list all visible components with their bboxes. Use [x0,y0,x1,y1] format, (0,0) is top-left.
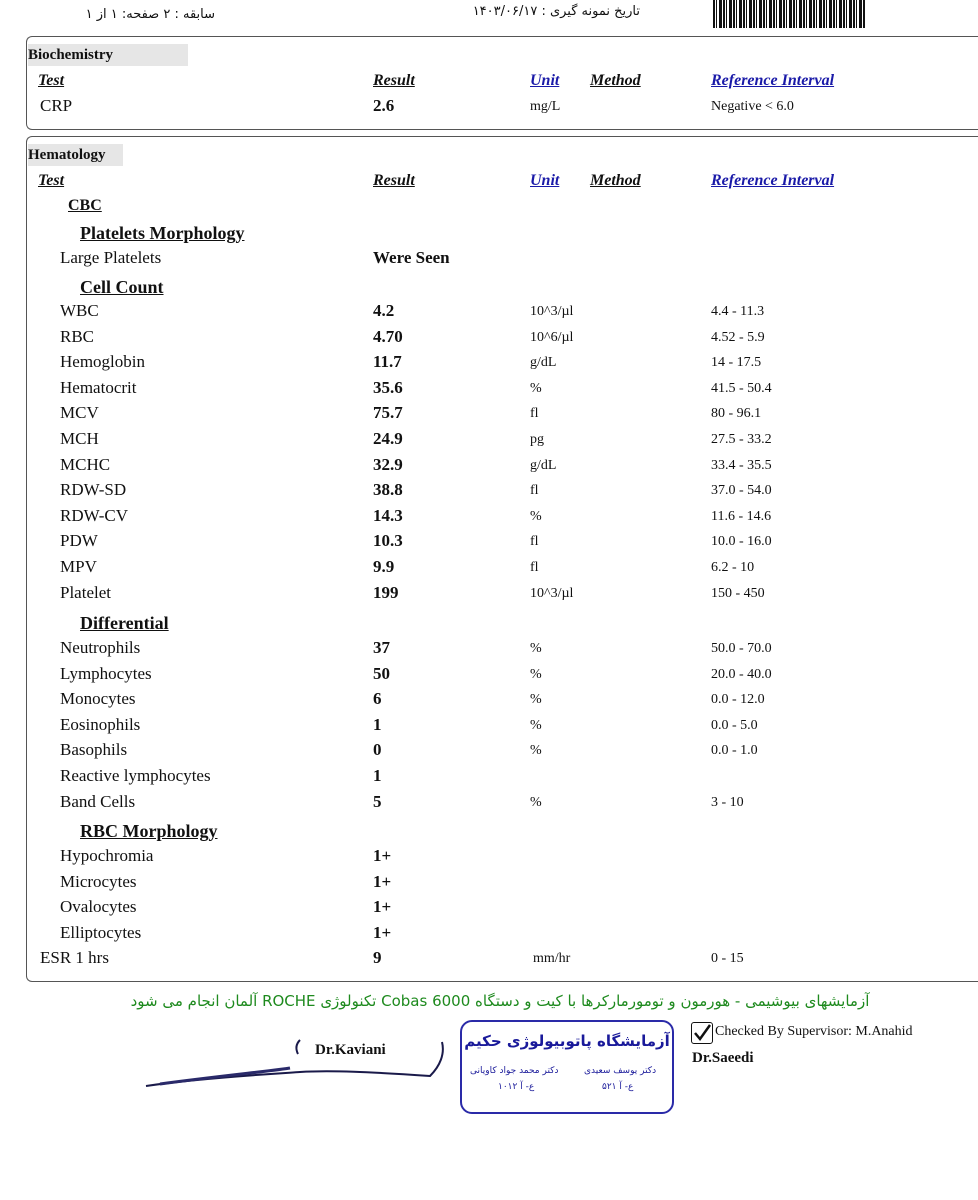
test-result: 9 [373,948,382,967]
test-result: 10.3 [373,531,403,551]
test-name: RDW-SD [60,480,127,500]
test-result: 4.70 [373,326,403,346]
test-reference: 14 - 17.5 [711,355,762,371]
test-name: Large Platelets [60,248,162,267]
col-header-test: Test [38,172,65,189]
test-unit: % [530,666,542,682]
test-unit: % [530,508,542,524]
test-unit: % [530,717,542,733]
test-result: 14.3 [373,505,403,525]
test-result: 6 [373,689,382,709]
test-reference: 150 - 450 [711,585,765,601]
stamp-code-left: ع- آ ۱۰۱۲ [498,1082,535,1092]
sample-date: تاریخ نمونه گیری : ۱۴۰۳/۰۶/۱۷ [472,4,640,19]
hematology-panel [26,136,978,982]
test-result: 32.9 [373,454,403,474]
test-name: RBC [60,326,95,346]
test-unit: mm/hr [533,951,571,966]
record-page-info: سابقه : ۲ صفحه: ۱ از ۱ [85,7,215,22]
test-reference: Negative < 6.0 [711,99,794,114]
test-reference: 11.6 - 14.6 [711,508,772,524]
test-name: Basophils [60,740,128,760]
test-result: 38.8 [373,480,403,500]
test-name: Reactive lymphocytes [60,766,211,785]
test-result: 35.6 [373,377,403,397]
test-result: 1+ [373,922,392,942]
test-reference: 10.0 - 16.0 [711,534,772,550]
test-result: 1 [373,714,382,734]
test-reference: 80 - 96.1 [711,406,762,422]
section-title-hematology: Hematology [28,144,123,166]
test-reference: 50.0 - 70.0 [711,641,772,656]
test-reference: 0.0 - 5.0 [711,717,758,733]
test-name: Band Cells [60,791,136,811]
report-header [0,0,978,36]
test-unit: g/dL [530,355,557,371]
test-unit: % [530,743,542,759]
col-header-reference: Reference Interval [711,72,835,89]
test-reference: 0.0 - 1.0 [711,743,758,759]
col-header-test: Test [38,72,65,89]
test-unit: fl [530,483,539,499]
differential-heading: Differential [80,613,169,633]
test-name: Lymphocytes [60,663,152,683]
checked-by-supervisor: Checked By Supervisor: M.Anahid [715,1024,913,1039]
test-unit: 10^6/µl [530,329,574,345]
col-header-unit: Unit [530,72,560,89]
stamp-doctor-left: دکتر محمد جواد کاویانی [470,1066,559,1076]
test-name: Microcytes [60,871,137,891]
test-result: 1+ [373,897,392,917]
stamp-title: آزمایشگاه پاتوبیولوژی حکیم [464,1032,670,1050]
test-result: Were Seen [373,248,450,267]
handwritten-signature [140,1026,450,1096]
test-result: 75.7 [373,403,403,423]
test-result: 50 [373,663,390,683]
test-name: PDW [60,531,98,551]
test-name: ESR 1 hrs [40,948,109,967]
test-name: Neutrophils [60,638,141,657]
test-reference: 20.0 - 40.0 [711,666,772,682]
test-reference: 37.0 - 54.0 [711,483,772,499]
test-result: 1 [373,766,382,785]
supervisor-check-icon [691,1022,713,1044]
test-reference: 0 - 15 [711,951,744,966]
test-name: Ovalocytes [60,897,137,917]
laboratory-stamp [460,1020,674,1114]
test-reference: 27.5 - 33.2 [711,432,772,447]
test-reference: 0.0 - 12.0 [711,692,765,708]
col-header-method: Method [590,172,641,189]
test-name: Hemoglobin [60,352,145,372]
test-name: MPV [60,557,97,576]
test-unit: fl [530,560,539,575]
stamp-doctor-right: دکتر یوسف سعیدی [584,1066,657,1076]
test-unit: % [530,692,542,708]
test-result: 4.2 [373,301,395,320]
test-result: 5 [373,791,382,811]
col-header-method: Method [590,72,641,89]
test-unit: % [530,794,542,810]
test-name: CRP [40,96,73,115]
test-unit: % [530,641,542,656]
section-title-biochemistry: Biochemistry [28,44,188,66]
test-result: 24.9 [373,429,403,448]
test-result: 11.7 [373,352,402,372]
signature-name-left: Dr.Kaviani [315,1042,386,1058]
col-header-result: Result [373,72,415,89]
test-name: Hypochromia [60,846,154,865]
test-reference: 4.4 - 11.3 [711,304,765,319]
test-name: Eosinophils [60,714,141,734]
platelets-morphology-heading: Platelets Morphology [80,223,245,243]
test-reference: 4.52 - 5.9 [711,329,765,345]
lab-method-note: آزمایشهای بیوشیمی - هورمون و تومورمارکرها با کیت و دستگاه Cobas 6000 تکنولوژی ROCHE آلمان انجام می شود [130,992,870,1010]
test-name: MCH [60,429,99,448]
test-name: RDW-CV [60,505,128,525]
test-unit: g/dL [530,457,557,473]
test-unit: % [530,380,542,396]
stamp-code-right: ع- آ ۵۲۱ [602,1082,634,1092]
test-result: 37 [373,638,390,657]
test-result: 1+ [373,846,392,865]
test-name: MCHC [60,454,111,474]
col-header-reference: Reference Interval [711,172,835,189]
test-reference: 33.4 - 35.5 [711,457,772,473]
cell-count-heading: Cell Count [80,277,164,297]
col-header-result: Result [373,172,415,189]
test-name: Hematocrit [60,377,137,397]
test-name: MCV [60,403,99,423]
test-reference: 6.2 - 10 [711,560,755,575]
test-name: Elliptocytes [60,922,142,942]
test-name: WBC [60,301,99,320]
test-unit: 10^3/µl [530,585,574,601]
test-unit: mg/L [530,99,561,114]
test-reference: 3 - 10 [711,794,744,810]
signature-name-right: Dr.Saeedi [692,1050,754,1066]
test-reference: 41.5 - 50.4 [711,380,772,396]
test-name: Platelet [60,582,111,602]
test-result: 199 [373,582,399,602]
test-result: 0 [373,740,382,760]
test-unit: fl [530,534,539,550]
test-unit: pg [530,432,544,447]
test-result: 9.9 [373,557,395,576]
cbc-heading: CBC [68,197,102,214]
test-unit: fl [530,406,539,422]
test-unit: 10^3/µl [530,304,574,319]
test-name: Monocytes [60,689,136,709]
test-result: 2.6 [373,96,395,115]
barcode [713,0,865,28]
col-header-unit: Unit [530,172,560,189]
rbc-morphology-heading: RBC Morphology [80,821,218,841]
test-result: 1+ [373,871,392,891]
